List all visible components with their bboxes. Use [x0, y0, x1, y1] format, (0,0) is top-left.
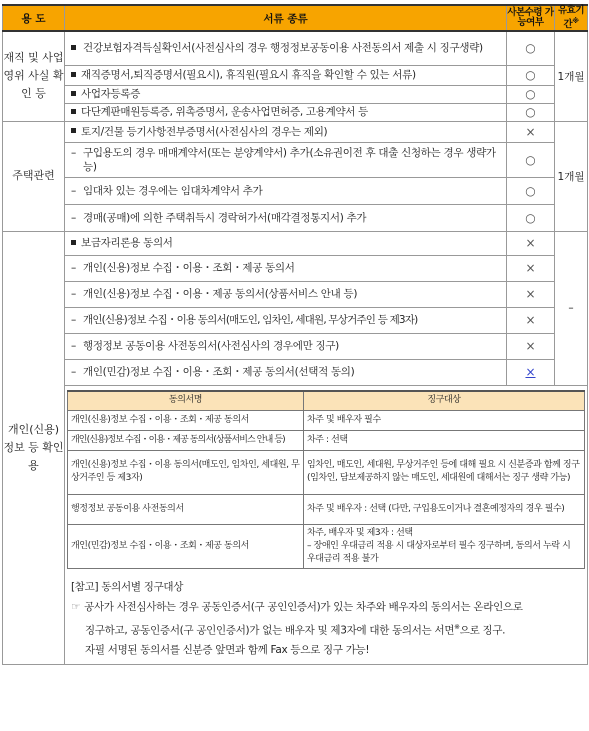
document-item: [65, 31, 507, 65]
document-text: 건강보험자격득실확인서(사전심사의 경우 행정정보공동이용 사전동의서 제출 시 징구생략): [83, 42, 483, 55]
copy-mark: ×: [507, 359, 555, 385]
table-row: [3, 385, 588, 665]
notes-line-2-tail: 으로 징구.: [459, 624, 506, 637]
document-item: [65, 85, 507, 103]
usage-housing: 주택관련: [3, 121, 65, 231]
consent-name: 개인(신용)정보 수집・이용・제공 동의서(상품서비스 안내 등): [68, 430, 304, 450]
consent-name: 개인(민감)정보 수집・이용・조회・제공 동의서: [68, 524, 304, 568]
document-text: 개인(신용)정보 수집・이용・조회・제공 동의서: [83, 262, 295, 275]
document-text: 개인(민감)정보 수집・이용・조회・제공 동의서(선택적 동의): [83, 366, 355, 379]
consent-target: [304, 524, 585, 568]
document-item: [65, 121, 507, 142]
notes-line-3: 자필 서명된 동의서를 신분증 앞면과 함께 Fax 등으로 징구 가능!: [85, 644, 370, 657]
required-documents-table: [2, 4, 588, 665]
consent-target-sub: – 장애인 우대금리 적용 시 대상자로부터 필수 징구하며, 동의서 누락 시 우대금리 적용 불가: [307, 540, 571, 564]
consent-name: 개인(신용)정보 수집・이용・조회・제공 동의서: [68, 410, 304, 430]
square-bullet-icon: [71, 109, 76, 114]
consent-target: 차주 : 선택: [304, 430, 585, 450]
document-item: [65, 65, 507, 85]
document-text: 사업자등록증: [81, 88, 141, 101]
table-row: [3, 204, 588, 231]
notes-line-1: [71, 597, 583, 617]
document-text: 다단계판매원등록증, 위촉증명서, 운송사업면허증, 고용계약서 등: [81, 106, 369, 119]
copy-mark: ○: [507, 85, 555, 103]
document: [2, 4, 587, 726]
consent-header-name: 동의서명: [68, 391, 304, 411]
document-text: 임대차 있는 경우에는 임대차계약서 추가: [83, 184, 263, 197]
pointing-hand-icon: ☞: [71, 600, 81, 613]
document-item: [65, 231, 507, 255]
consent-name: 행정정보 공동이용 사전동의서: [68, 494, 304, 524]
square-bullet-icon: [71, 240, 76, 245]
consent-target: 임차인, 매도인, 세대원, 무상거주인 등에 대해 필요 시 신분증과 함께 징구(임차인, 담보제공하지 않는 매도인, 세대원에 대해서는 징구 생략 가능): [304, 450, 585, 494]
consent-table-wrapper: [65, 386, 587, 571]
document-text: 개인(신용)정보 수집・이용・제공 동의서(상품서비스 안내 등): [83, 288, 358, 301]
document-text: 개인(신용)정보 수집・이용 동의서(매도인, 임차인, 세대원, 무상거주인 등 제3자): [83, 314, 418, 327]
table-row: [3, 307, 588, 333]
table-row: [3, 31, 588, 65]
document-text: 구입용도의 경우 매매계약서(또는 분양계약서) 추가(소유권이전 후 대출 신청하는 경우 생략가능): [83, 146, 496, 173]
notes-line-1-text: 공사가 사전심사하는 경우 공동인증서(구 공인인증서)가 있는 차주와 배우자의 동의서는 온라인으로: [84, 600, 523, 613]
notes-line-2: [71, 617, 583, 641]
table-row: [3, 65, 588, 85]
document-item: – 개인(신용)정보 수집・이용 동의서(매도인, 임차인, 세대원, 무상거주인 등 제3자): [65, 307, 507, 333]
consent-table-header: [68, 391, 585, 411]
validity-period: –: [555, 231, 588, 385]
document-text: 재직증명서,퇴직증명서(필요시), 휴직원(필요시 휴직을 확인할 수 있는 서류): [81, 69, 416, 82]
copy-mark: ×: [507, 255, 555, 281]
copy-mark: ×: [507, 281, 555, 307]
copy-mark: ×: [507, 121, 555, 142]
consent-target-table: [67, 390, 585, 569]
document-item: – 경매(공매)에 의한 주택취득시 경락허가서(매각결정통지서) 추가: [65, 204, 507, 231]
consent-target: 차주 및 배우자 필수: [304, 410, 585, 430]
copy-mark: ×: [507, 333, 555, 359]
notes-title: [참고] 동의서별 징구대상: [71, 580, 184, 593]
document-item: – 개인(민감)정보 수집・이용・조회・제공 동의서(선택적 동의): [65, 359, 507, 385]
notes-line-2-text: 징구하고, 공동인증서(구 공인인증서)가 없는 배우자 및 제3자에 대한 동의서는 서면: [85, 624, 455, 637]
square-bullet-icon: [71, 72, 76, 77]
table-row: [68, 450, 585, 494]
copy-mark: ×: [507, 231, 555, 255]
document-text: 보금자리론용 동의서: [81, 237, 173, 250]
table-row: [3, 255, 588, 281]
header-documents: 서류 종류: [65, 5, 507, 31]
document-text: 경매(공매)에 의한 주택취득시 경락허가서(매각결정통지서) 추가: [83, 211, 367, 224]
table-row: [3, 281, 588, 307]
table-header: [3, 5, 588, 31]
table-row: [68, 430, 585, 450]
document-item: – 행정정보 공동이용 사전동의서(사전심사의 경우에만 징구): [65, 333, 507, 359]
table-row: [68, 494, 585, 524]
document-item: [65, 103, 507, 121]
document-item: – 개인(신용)정보 수집・이용・제공 동의서(상품서비스 안내 등): [65, 281, 507, 307]
square-bullet-icon: [71, 45, 76, 50]
header-validity-label: 유효기간: [557, 5, 585, 31]
table-row: [3, 333, 588, 359]
table-row: [3, 85, 588, 103]
copy-mark: ○: [507, 142, 555, 177]
table-row: [3, 103, 588, 121]
table-row: [3, 177, 588, 204]
copy-mark: ○: [507, 31, 555, 65]
document-text: 토지/건물 등기사항전부증명서(사전심사의 경우는 제외): [81, 125, 328, 138]
copy-mark: ○: [507, 204, 555, 231]
copy-mark: ×: [507, 307, 555, 333]
validity-period: 1개월: [555, 31, 588, 121]
document-item: – 임대차 있는 경우에는 임대차계약서 추가: [65, 177, 507, 204]
validity-period: 1개월: [555, 121, 588, 231]
square-bullet-icon: [71, 91, 76, 96]
header-validity-period: [555, 5, 588, 31]
square-bullet-icon: [71, 128, 76, 133]
consent-target-main: 차주, 배우자 및 제3자 : 선택: [307, 527, 413, 538]
table-row: [3, 359, 588, 385]
notes-mark: ※: [454, 622, 460, 631]
consent-details-cell: [65, 385, 588, 665]
usage-consent: 개인(신용) 정보 등 확인용: [3, 231, 65, 665]
header-copy-acceptable: 사본수령 가능여부: [507, 5, 555, 31]
consent-header-target: 징구대상: [304, 391, 585, 411]
table-row: [68, 410, 585, 430]
table-row: [3, 231, 588, 255]
document-item: – 구입용도의 경우 매매계약서(또는 분양계약서) 추가(소유권이전 후 대출 신청하는 경우 생략가능): [65, 142, 507, 177]
copy-mark: ○: [507, 103, 555, 121]
table-row: [68, 524, 585, 568]
table-row: [3, 121, 588, 142]
consent-name: 개인(신용)정보 수집・이용 동의서(매도인, 임차인, 세대원, 무상거주인 등 제3자): [68, 450, 304, 494]
copy-mark: ○: [507, 65, 555, 85]
notes: [65, 571, 587, 665]
header-usage: 용 도: [3, 5, 65, 31]
header-validity-mark: ※: [572, 17, 579, 25]
consent-target: 차주 및 배우자 : 선택 (다만, 구입용도이거나 결혼예정자의 경우 필수): [304, 494, 585, 524]
document-item: – 개인(신용)정보 수집・이용・조회・제공 동의서: [65, 255, 507, 281]
copy-mark: ○: [507, 177, 555, 204]
usage-employment: 재직 및 사업영위 사실 확인 등: [3, 31, 65, 121]
table-row: [3, 142, 588, 177]
document-text: 행정정보 공동이용 사전동의서(사전심사의 경우에만 징구): [83, 340, 339, 353]
